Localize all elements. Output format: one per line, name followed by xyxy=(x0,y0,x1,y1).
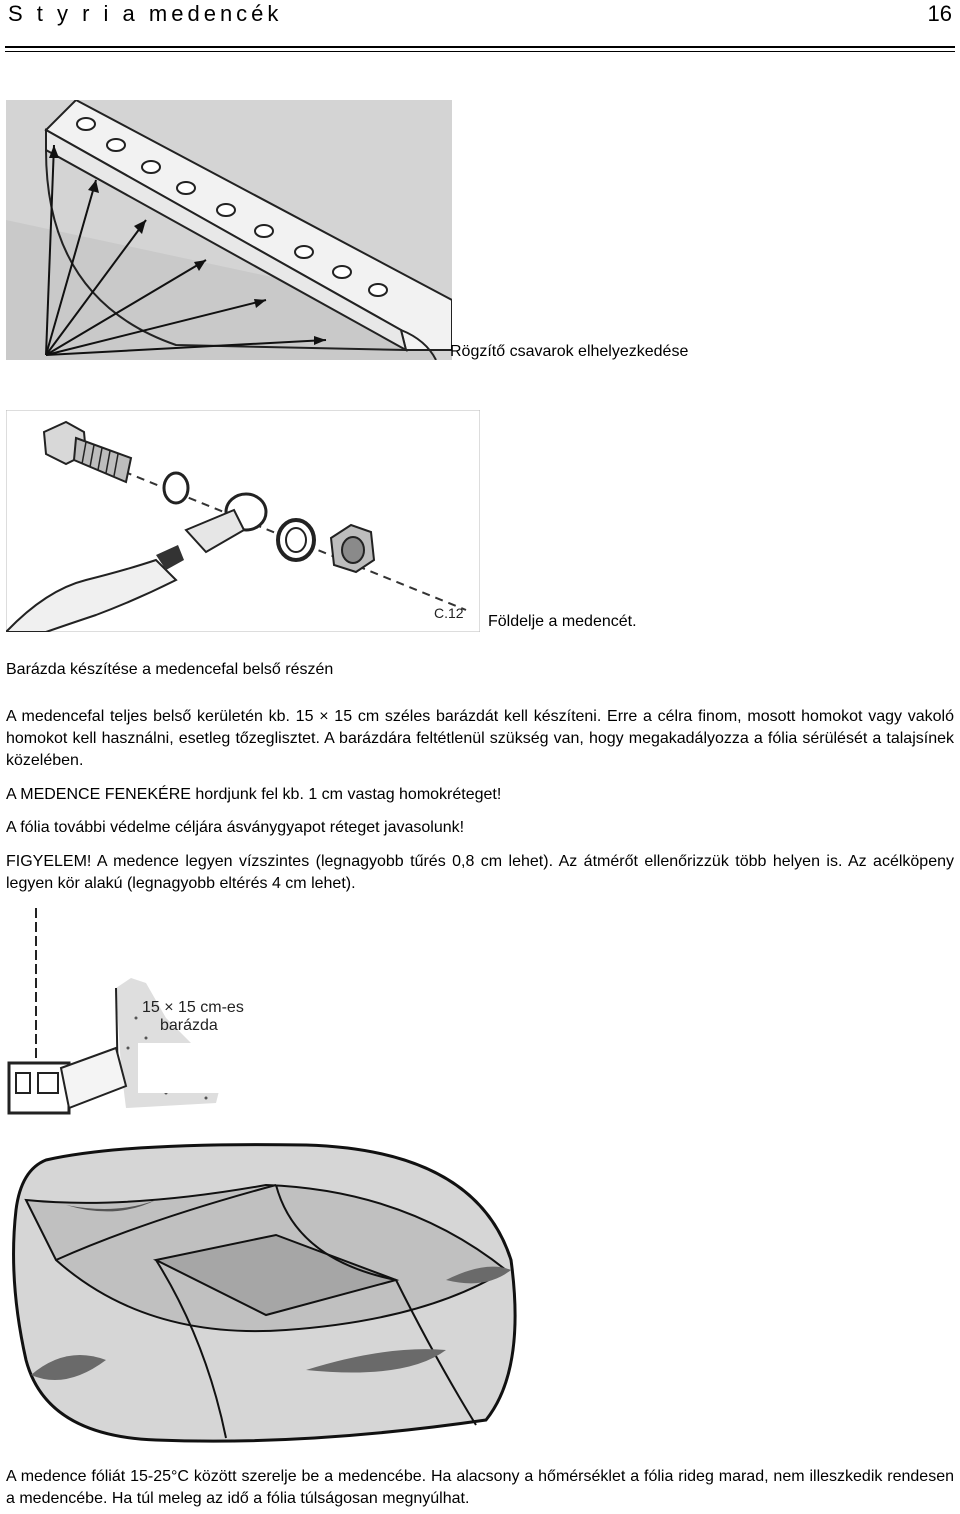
paragraph-liner-temperature: A medence fóliát 15-25°C között szerelje be a medencébe. Ha alacsony a hőmérséklet a fólia rideg marad, nem illeszkedik rendesen a medencébe. Ha túl meleg az idő a fólia túlságosan megnyúlhat. xyxy=(6,1468,954,1507)
pool-liner-illustration xyxy=(6,1140,534,1446)
groove-label-size: 15 × 15 cm-es xyxy=(142,999,244,1016)
grounding-parts-illustration xyxy=(6,410,480,632)
groove-label-name: barázda xyxy=(160,1017,218,1034)
groove-illustration xyxy=(6,908,250,1122)
header-rule-thin xyxy=(5,51,955,52)
screw-positions-illustration xyxy=(6,100,452,360)
document-header-title: S t y r i a medencék xyxy=(8,1,283,26)
section-heading: Barázda készítése a medencefal belső részén xyxy=(6,661,334,678)
header-rule xyxy=(5,46,955,48)
screw-positions-caption: Rögzítő csavarok elhelyezkedése xyxy=(450,343,689,360)
paragraph-mineral-wool: A fólia további védelme céljára ásványgyapot réteget javasolunk! xyxy=(6,819,465,836)
grounding-caption: Földelje a medencét. xyxy=(488,613,637,630)
paragraph-warning: FIGYELEM! A medence legyen vízszintes (legnagyobb tűrés 0,8 cm lehet). Az átmérőt ellenőrizzük több helyen is. Az acélköpeny legyen kör alakú (legnagyobb eltérés 4 cm lehet). xyxy=(6,853,954,892)
paragraph-sand-layer: A MEDENCE FENEKÉRE hordjunk fel kb. 1 cm vastag homokréteget! xyxy=(6,786,502,803)
figure-label-c12: C.12 xyxy=(434,605,464,621)
paragraph-groove: A medencefal teljes belső kerületén kb. 15 × 15 cm széles barázdát kell készíteni. Erre a célra finom, mosott homokot vagy vakoló homokot kell használni, esetleg tőzeglisztet. A barázdára feltétlenül szükség van, hogy megakadályozza a fólia sérülését a talajsínek közelében. xyxy=(6,708,954,769)
page-number: 16 xyxy=(927,1,952,26)
